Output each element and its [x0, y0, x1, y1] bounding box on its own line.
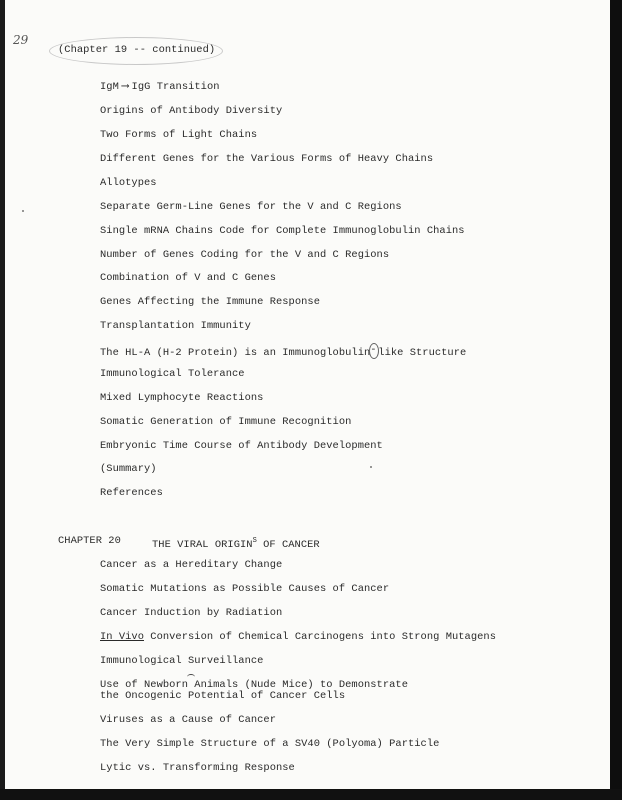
outline-item: (Summary): [100, 463, 157, 475]
arrow-icon: ⟶: [121, 81, 129, 93]
outline-item: Genes Affecting the Immune Response: [100, 296, 320, 308]
in-vivo-rest: Conversion of Chemical Carcinogens into Strong Mutagens: [144, 631, 496, 643]
chapter-title-end: OF CANCER: [256, 539, 320, 551]
outline-item: Single mRNA Chains Code for Complete Immunoglobulin Chains: [100, 225, 465, 237]
in-vivo-underlined: In Vivo: [100, 631, 144, 643]
igg-text: IgG Transition: [131, 81, 220, 93]
outline-item: Immunological Tolerance: [100, 368, 245, 380]
outline-item: Combination of V and C Genes: [100, 272, 276, 284]
hla-text-end: like Structure: [378, 346, 467, 359]
outline-item-in-vivo: [100, 631, 496, 643]
chapter-20-title: [152, 535, 320, 551]
outline-item: Allotypes: [100, 177, 157, 189]
outline-item: Lytic vs. Transforming Response: [100, 762, 295, 774]
outline-item-newborn: Use of Newborn Animals (Nude Mice) to Demonstrate: [100, 679, 408, 691]
outline-item: Somatic Mutations as Possible Causes of Cancer: [100, 583, 390, 595]
page-number: 29: [13, 33, 29, 47]
igm-text: IgM: [100, 81, 119, 93]
hla-text: The HL-A (H-2 Protein) is an Immunoglobulin: [100, 346, 371, 359]
continued-label: (Chapter 19 -- continued): [58, 44, 216, 56]
outline-item-hla: [100, 344, 466, 360]
outline-item: Somatic Generation of Immune Recognition: [100, 416, 352, 428]
outline-item: Immunological Surveillance: [100, 655, 264, 667]
outline-item: Mixed Lymphocyte Reactions: [100, 392, 264, 404]
document-page: [5, 0, 610, 789]
outline-item-newborn-cont: the Oncogenic Potential of Cancer Cells: [100, 690, 346, 702]
outline-item: The Very Simple Structure of a SV40 (Polyoma) Particle: [100, 738, 440, 750]
chapter-title-text: THE VIRAL ORIGIN: [152, 539, 253, 551]
outline-item-igm-igg: [100, 81, 220, 93]
stray-mark: [370, 466, 372, 468]
outline-item: Cancer as a Hereditary Change: [100, 559, 283, 571]
outline-item: Viruses as a Cause of Cancer: [100, 714, 276, 726]
outline-item: Two Forms of Light Chains: [100, 129, 258, 141]
scan-border-bottom: [0, 789, 622, 800]
outline-item: Separate Germ-Line Genes for the V and C Regions: [100, 201, 402, 213]
outline-item: References: [100, 487, 163, 499]
outline-item: Number of Genes Coding for the V and C Regions: [100, 249, 390, 261]
outline-item: Transplantation Immunity: [100, 320, 251, 332]
chapter-title-sup: S: [252, 537, 257, 545]
stray-mark: [22, 210, 24, 212]
outline-item: Cancer Induction by Radiation: [100, 607, 283, 619]
chapter-20-label: CHAPTER 20: [58, 535, 121, 547]
outline-item: Embryonic Time Course of Antibody Development: [100, 440, 383, 452]
outline-item: Origins of Antibody Diversity: [100, 105, 283, 117]
circled-hyphen-mark: -: [369, 343, 379, 359]
scan-border-right: [610, 0, 622, 800]
outline-item: Different Genes for the Various Forms of Heavy Chains: [100, 153, 434, 165]
